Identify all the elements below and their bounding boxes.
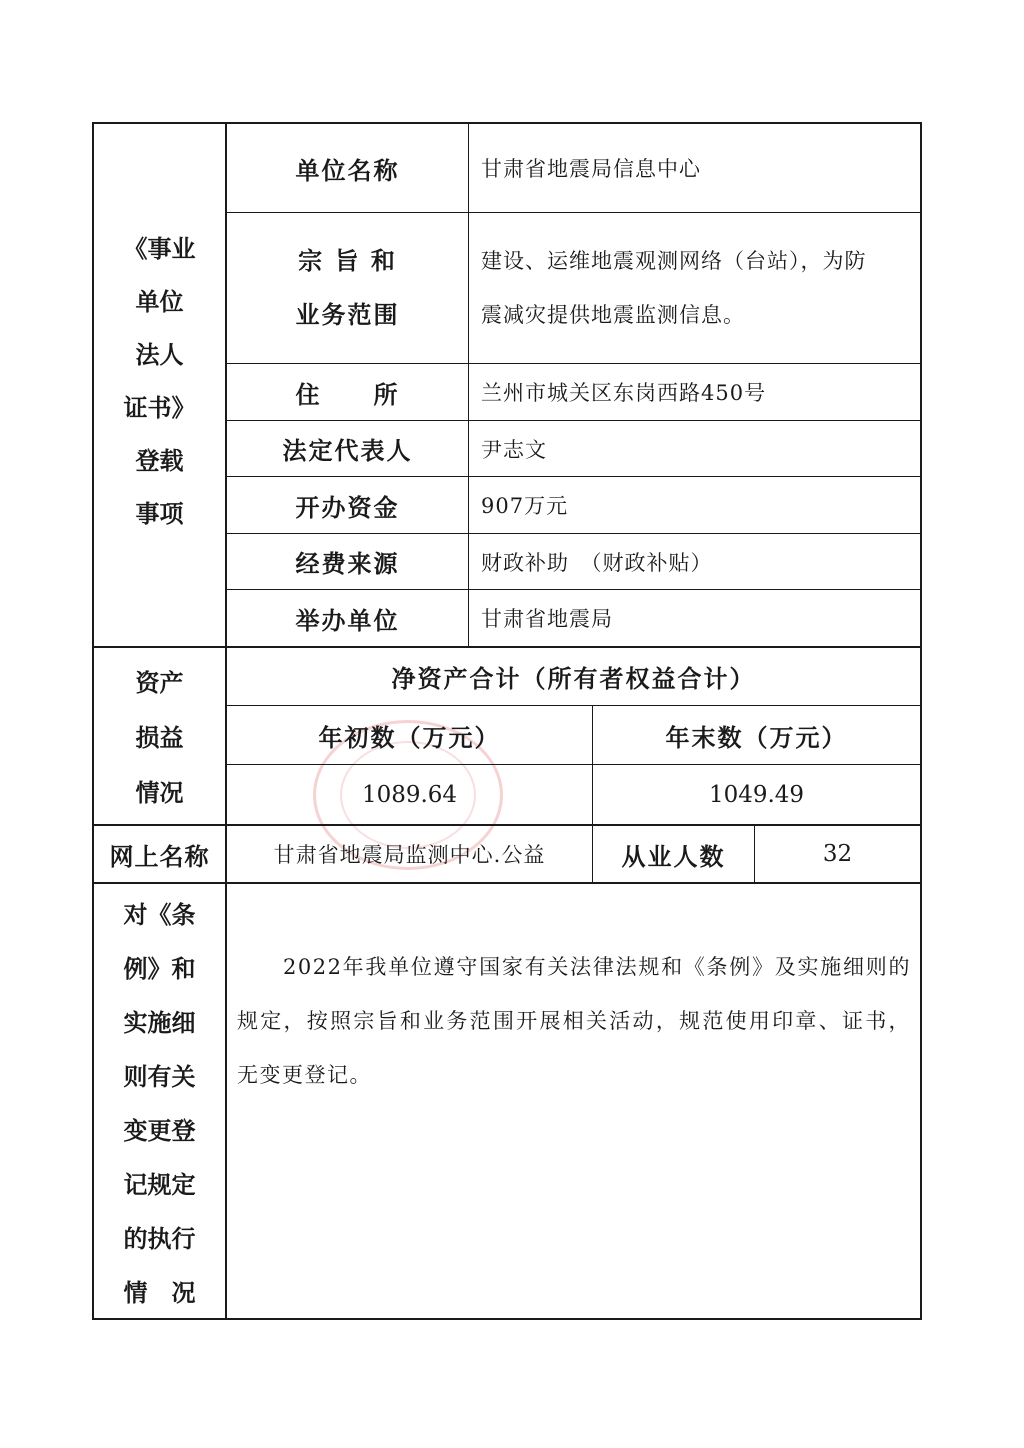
sponsor-label: 举办单位 [295,605,400,635]
value-line: 建设、运维地震观测网络（台站），为防 [481,249,867,273]
net-assets-header: 净资产合计（所有者权益合计） [391,664,756,693]
staff-count-label: 从业人数 [621,841,726,871]
capital-value: 907万元 [481,494,569,518]
label-line: 资产 [135,668,184,697]
label-line: 宗 旨 和 [298,246,397,275]
label-line: 法人 [135,340,184,369]
legal-rep-label: 法定代表人 [282,436,413,465]
online-name-label: 网上名称 [109,841,210,871]
staff-count-value: 32 [822,841,853,867]
capital-label: 开办资金 [295,492,400,522]
rule [92,882,922,884]
end-year-label: 年末数（万元） [665,722,848,752]
border-right [920,122,922,1320]
funding-label: 经费来源 [295,549,400,578]
label-line: 《事业 [123,234,196,263]
unit-name-label: 单位名称 [295,155,400,185]
compliance-section-label [94,888,225,1320]
begin-year-label: 年初数（万元） [318,722,501,752]
begin-year-value: 1089.64 [361,781,458,808]
label-line: 单位 [135,287,184,316]
end-year-value: 1049.49 [708,781,805,808]
label-line: 实施细 [123,1008,196,1037]
label-line: 业务范围 [295,300,400,329]
value-line: 震减灾提供地震监测信息。 [481,303,745,327]
sponsor-value: 甘肃省地震局 [481,607,613,631]
unit-name-value: 甘肃省地震局信息中心 [481,157,701,181]
online-name-value: 甘肃省地震局监测中心.公益 [273,843,546,867]
label-line: 情况 [135,778,184,807]
label-line: 变更登 [123,1116,196,1145]
label-line: 例》和 [123,954,196,983]
label-line: 记规定 [123,1170,196,1199]
compliance-paragraph: 2022年我单位遵守国家有关法律法规和《条例》及实施细则的规定，按照宗旨和业务范围开展相关活动，规范使用印章、证书，无变更登记。 [237,955,911,1087]
label-line: 事项 [135,499,184,528]
label-line: 证书》 [123,393,196,422]
legal-rep-value: 尹志文 [481,437,547,462]
purpose-label [227,213,468,363]
label-line: 的执行 [123,1224,196,1253]
registration-section-label [94,222,225,540]
label-line: 对《条 [123,900,196,929]
purpose-value [469,213,920,363]
address-value: 兰州市城关区东岗西路450号 [481,381,767,405]
label-line: 损益 [135,723,184,752]
label-line: 则有关 [123,1062,196,1091]
address-label: 住 所 [295,379,400,409]
funding-value: 财政补助 （财政补贴） [481,550,713,575]
assets-section-label [94,655,225,820]
label-line: 登载 [135,446,184,475]
label-line: 情 况 [123,1278,196,1307]
